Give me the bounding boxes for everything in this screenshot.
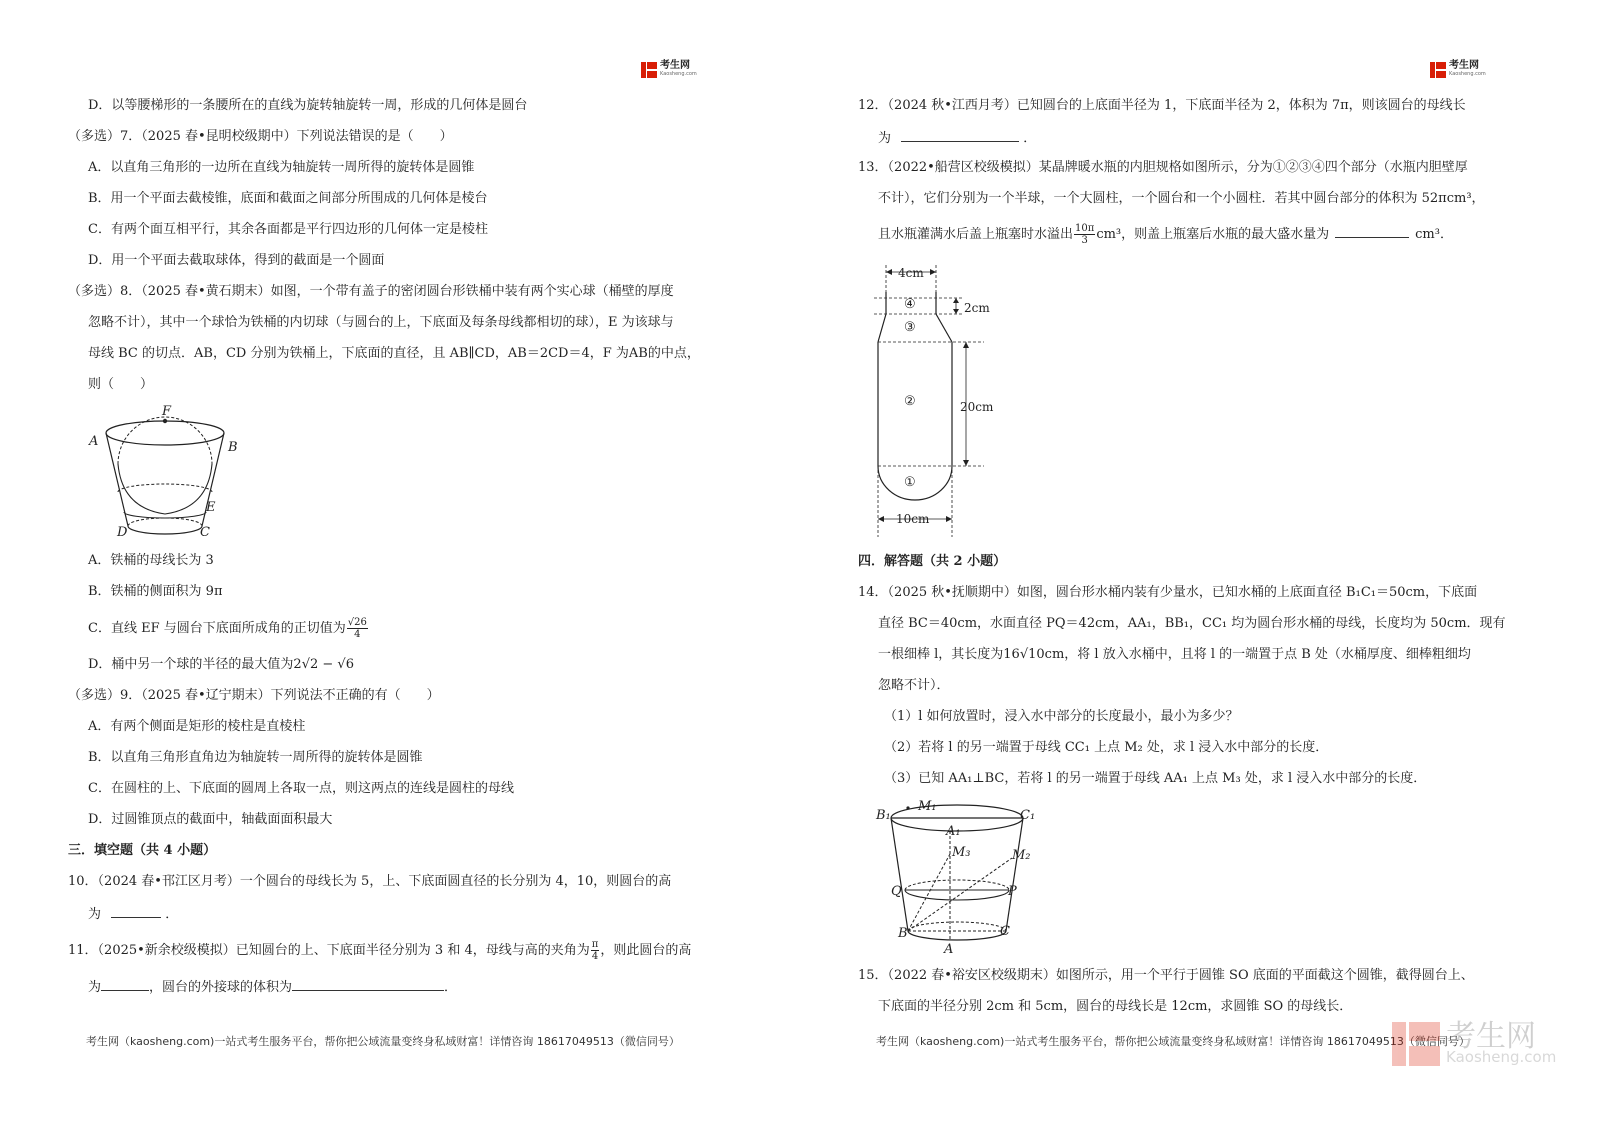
logo-mark-icon: [641, 62, 657, 78]
q11-blank-height[interactable]: [101, 978, 149, 991]
q8-option-d: D．桶中另一个球的半径的最大值为2√2 − √6: [88, 657, 354, 672]
fig8-label-f: F: [162, 404, 172, 419]
q15-stem-1: 15．（2022 春•裕安区校级期末）如图所示，用一个平行于圆锥 SO 底面的平面截这个圆锥，截得圆台上、: [858, 968, 1474, 983]
q12-prefix: 为: [878, 131, 892, 146]
logo-mark-icon: [1430, 62, 1446, 78]
q9-option-c: C．在圆柱的上、下底面的圆周上各取一点，则这两点的连线是圆柱的母线: [88, 781, 514, 796]
fig14-label-q: Q: [891, 884, 902, 899]
fig13-bottom-width: 10cm: [896, 512, 930, 526]
fig14-label-m3: M₃: [952, 845, 971, 860]
q7-option-a: A．以直角三角形的一边所在直线为轴旋转一周所得的旋转体是圆锥: [88, 160, 475, 175]
q9-stem: （多选）9．（2025 春•辽宁期末）下列说法不正确的有（ ）: [68, 688, 440, 703]
q13-stem-3: [878, 220, 1453, 250]
q8-option-c-fraction: [347, 617, 368, 640]
fig14-label-a1: A₁: [946, 824, 961, 839]
q14-stem-2: 直径 BC＝40cm，水面直径 PQ＝42cm，AA₁，BB₁，CC₁ 均为圆台形水桶的母线，长度均为 50cm．现有: [878, 616, 1506, 631]
q9-option-d: D．过圆锥顶点的截面中，轴截面面积最大: [88, 812, 333, 827]
q13-stem-1: 13．（2022•船营区校级模拟）某晶牌暖水瓶的内胆规格如图所示，分为①②③④四个部分（水瓶内胆壁厚: [858, 160, 1468, 175]
watermark-text: 考生网: [1446, 1019, 1536, 1054]
q8-option-c: [88, 614, 369, 644]
q8-option-b: B．铁桶的侧面积为 9π: [88, 584, 223, 599]
logo-left: [641, 61, 697, 79]
q13-denominator: 3: [1081, 235, 1088, 246]
q8-c-denominator: 4: [354, 629, 361, 640]
q11-prefix: 为: [88, 980, 102, 995]
q13-numerator: 10π: [1075, 223, 1095, 234]
fig14-label-b: B: [898, 926, 908, 941]
q7-option-b: B．用一个平面去截棱锥，底面和截面之间部分所围成的几何体是棱台: [88, 191, 488, 206]
q11-blank-volume[interactable]: [292, 978, 444, 991]
q11-middle: ，圆台的外接球的体积为: [149, 980, 293, 995]
q13-text-a: 且水瓶灌满水后盖上瓶塞时水溢出: [878, 227, 1074, 242]
fig14-label-a: A: [944, 942, 954, 957]
q8-option-a: A．铁桶的母线长为 3: [88, 553, 214, 568]
q14-part-3: （3）已知 AA₁⊥BC，若将 l 的另一端置于母线 AA₁ 上点 M₃ 处，求 l 浸入水中部分的长度．: [884, 771, 1427, 786]
footer-right: 考生网（kaosheng.com)一站式考生服务平台，帮你把公域流量变终身私域财富！详情咨询 18617049513（微信同号）: [876, 1035, 1470, 1048]
q10-prefix: 为: [88, 907, 102, 922]
q12-stem: 12．（2024 秋•江西月考）已知圆台的上底面半径为 1，下底面半径为 2，体积为 7π，则该圆台的母线长: [858, 98, 1466, 113]
fig13-part4: ④: [904, 297, 916, 312]
fig14-label-c1: C₁: [1020, 808, 1036, 823]
logo-text: 考生网: [660, 60, 690, 71]
q11-answer-line: [88, 978, 457, 996]
q14-stem-4: 忽略不计）．: [878, 678, 950, 693]
logo-right: [1430, 61, 1486, 79]
logo-sub: Kaosheng.com: [660, 71, 697, 77]
q13-fraction: [1074, 223, 1095, 246]
q10-stem: 10．（2024 春•邗江区月考）一个圆台的母线长为 5，上、下底面圆直径的长分别为 4，10，则圆台的高: [68, 874, 672, 889]
fig14-label-c: C: [1000, 924, 1010, 939]
q8-stem-4: 则（ ）: [88, 377, 154, 392]
fig13-part2: ②: [904, 394, 916, 409]
footer-left: 考生网（kaosheng.com)一站式考生服务平台，帮你把公域流量变终身私域财富！详情咨询 18617049513（微信同号）: [86, 1035, 680, 1048]
q12-blank[interactable]: [901, 129, 1019, 142]
q8-stem-1: （多选）8．（2025 春•黄石期末）如图，一个带有盖子的密闭圆台形铁桶中装有两个实心球（桶壁的厚度: [68, 284, 674, 299]
q10-blank[interactable]: [111, 905, 161, 918]
fig13-part1: ①: [904, 475, 916, 490]
fig13-part3: ③: [904, 320, 916, 335]
q8-option-c-text: C．直线 EF 与圆台下底面所成角的正切值为: [88, 621, 346, 636]
q11-period: ．: [444, 980, 458, 995]
fig8-label-c: C: [200, 525, 210, 540]
fig13-height: 20cm: [960, 400, 994, 414]
q7-option-c: C．有两个面互相平行，其余各面都是平行四边形的几何体一定是棱柱: [88, 222, 488, 237]
q13-stem-2: 不计），它们分别为一个半球，一个大圆柱，一个圆台和一个小圆柱．若其中圆台部分的体积为 52πcm³，: [878, 191, 1485, 206]
fig14-label-m1: M₁: [918, 799, 937, 814]
q7-stem: （多选）7．（2025 春•昆明校级期中）下列说法错误的是（ ）: [68, 129, 453, 144]
fig13-neck-height: 2cm: [964, 301, 990, 315]
fig14-label-m2: M₂: [1012, 848, 1031, 863]
fig8-label-d: D: [117, 525, 128, 540]
q12-answer-line: [878, 129, 1036, 147]
q11-denominator: 4: [591, 951, 599, 962]
q11-numerator: π: [591, 939, 599, 950]
q15-stem-2: 下底面的半径分别 2cm 和 5cm，圆台的母线长是 12cm，求圆锥 SO 的母线长．: [878, 999, 1353, 1014]
watermark: [1392, 1019, 1557, 1066]
q12-period: ．: [1023, 131, 1037, 146]
q7-option-d: D．用一个平面去截取球体，得到的截面是一个圆面: [88, 253, 385, 268]
q9-option-b: B．以直角三角形直角边为轴旋转一周所得的旋转体是圆锥: [88, 750, 423, 765]
section-3-heading: 三．填空题（共 4 小题）: [68, 843, 217, 858]
q13-text-b: cm³，则盖上瓶塞后水瓶的最大盛水量为: [1096, 227, 1330, 242]
watermark-mark-icon: [1392, 1022, 1440, 1066]
figure-q8-bucket: [82, 400, 252, 545]
q6-option-d: D．以等腰梯形的一条腰所在的直线为旋转轴旋转一周，形成的几何体是圆台: [88, 98, 528, 113]
q14-part-1: （1）l 如何放置时，浸入水中部分的长度最小，最小为多少？: [884, 709, 1239, 724]
q11-fraction: [591, 939, 600, 962]
fig8-label-e: E: [206, 500, 216, 515]
section-4-heading: 四．解答题（共 2 小题）: [858, 554, 1007, 569]
q14-part-2: （2）若将 l 的另一端置于母线 CC₁ 上点 M₂ 处，求 l 浸入水中部分的长度．: [884, 740, 1329, 755]
q8-c-numerator: √26: [347, 617, 367, 628]
q11-stem: [68, 936, 691, 966]
q14-stem-3: 一根细棒 l，其长度为16√10cm，将 l 放入水桶中，且将 l 的一端置于点 B 处（水桶厚度、细棒粗细均: [878, 647, 1471, 662]
fig14-label-b1: B₁: [876, 808, 891, 823]
q8-stem-2: 忽略不计），其中一个球恰为铁桶的内切球（与圆台的上，下底面及每条母线都相切的球），E 为该球与: [88, 315, 674, 330]
watermark-sub: Kaosheng.com: [1446, 1048, 1557, 1066]
q10-answer-line: [88, 905, 178, 923]
fig8-label-a: A: [89, 434, 99, 449]
q8-stem-3: 母线 BC 的切点．AB，CD 分别为铁桶上，下底面的直径，且 AB∥CD，AB＝2CD＝4，F 为AB的中点，: [88, 346, 700, 361]
fig13-top-width: 4cm: [898, 266, 924, 280]
q14-stem-1: 14．（2025 秋•抚顺期中）如图，圆台形水桶内装有少量水，已知水桶的上底面直径 B₁C₁＝50cm，下底面: [858, 585, 1478, 600]
q11-text-2: ，则此圆台的高: [600, 943, 692, 958]
q13-blank[interactable]: [1335, 225, 1409, 238]
q10-period: ．: [165, 907, 179, 922]
fig8-label-b: B: [228, 440, 238, 455]
fig14-label-p: P: [1008, 884, 1017, 899]
q11-text: 11．（2025•新余校级模拟）已知圆台的上、下底面半径分别为 3 和 4，母线与高的夹角为: [68, 943, 590, 958]
q13-text-c: cm³．: [1415, 227, 1453, 242]
logo-sub: Kaosheng.com: [1449, 71, 1486, 77]
logo-text: 考生网: [1449, 60, 1479, 71]
q9-option-a: A．有两个侧面是矩形的棱柱是直棱柱: [88, 719, 306, 734]
